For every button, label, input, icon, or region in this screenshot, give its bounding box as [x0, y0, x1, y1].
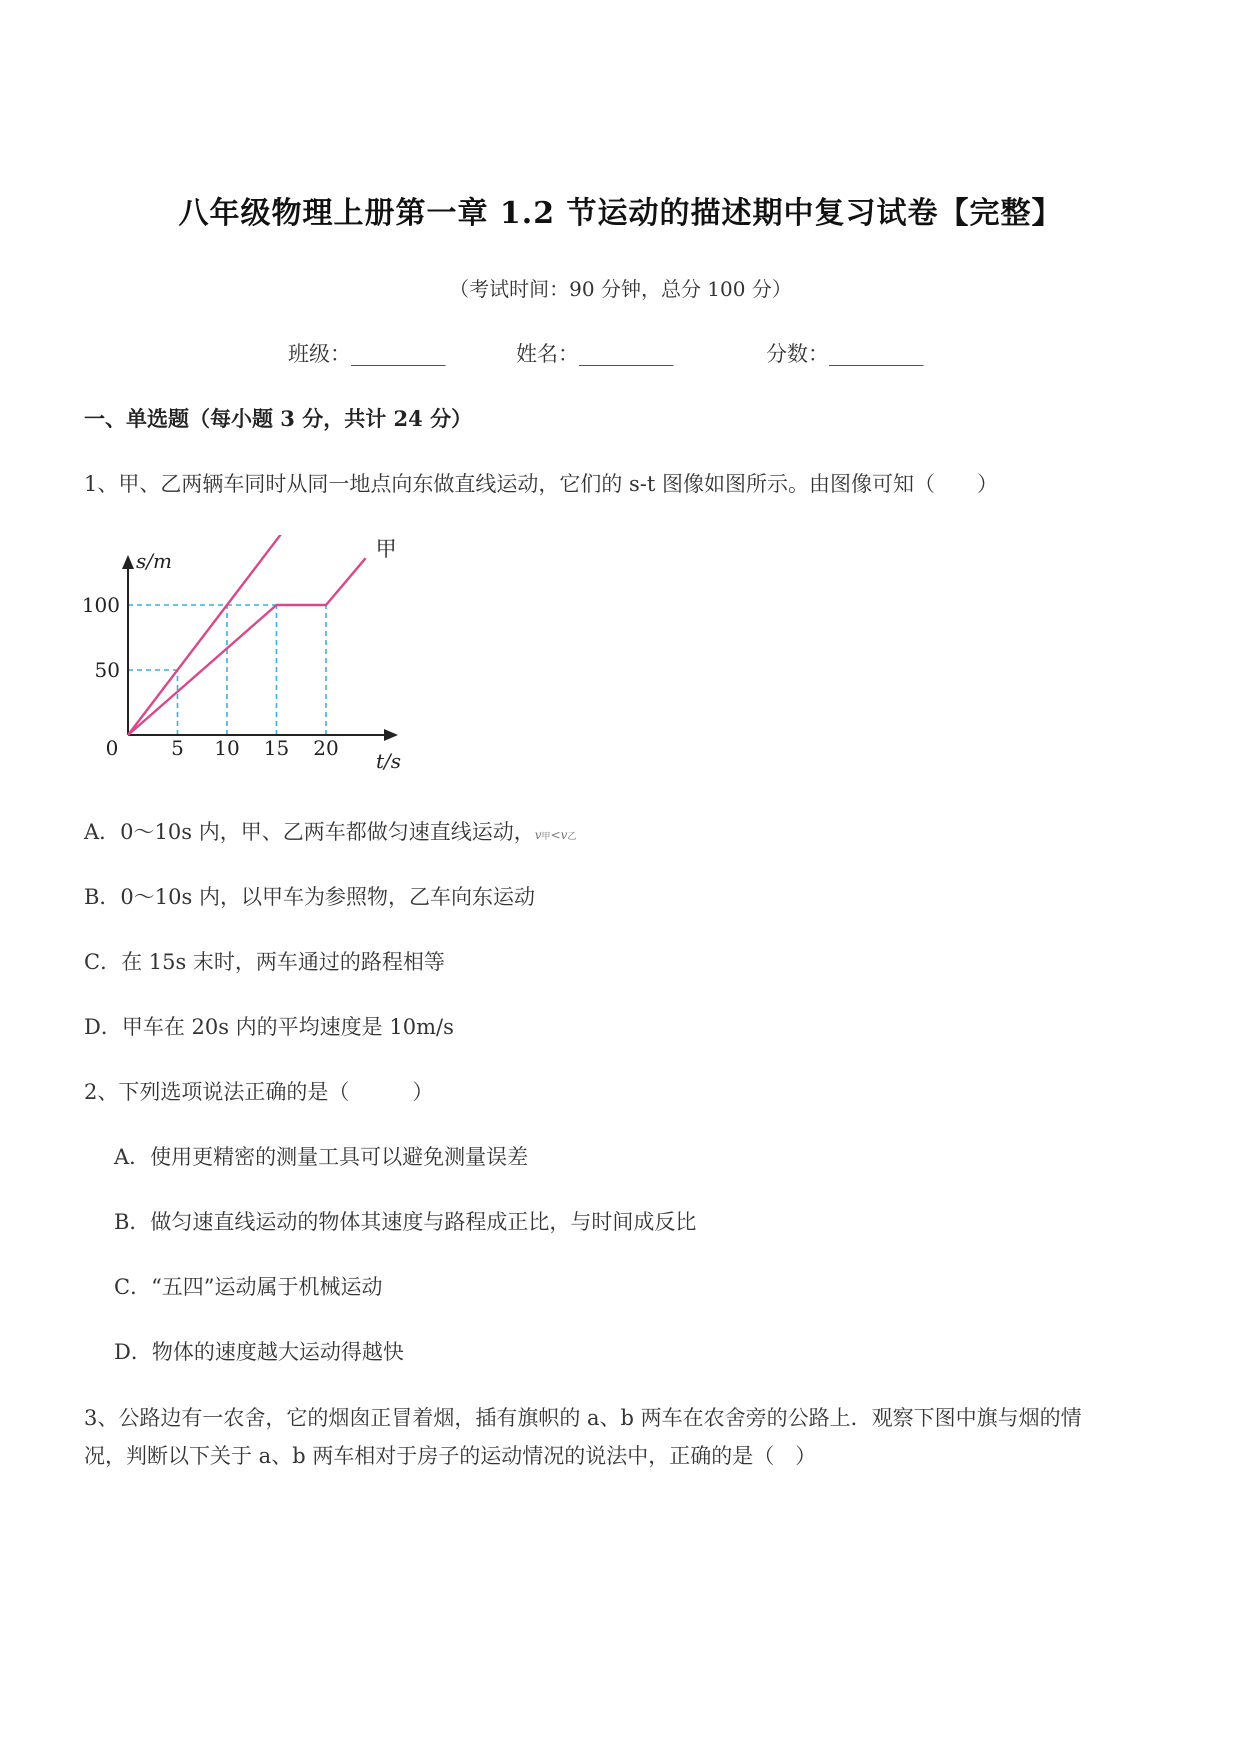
section-heading: 一、单选题（每小题 3 分，共计 24 分） — [84, 406, 473, 431]
q1-option-b[interactable]: B．0～10s 内，以甲车为参照物，乙车向东运动 — [84, 885, 535, 909]
q1-option-d[interactable]: D．甲车在 20s 内的平均速度是 10m/s — [84, 1015, 454, 1039]
question-1-stem: 1、甲、乙两辆车同时从同一地点向东做直线运动，它们的 s-t 图像如图所示。由图像可知（ ） — [84, 472, 999, 496]
name-field: 姓名：_________ — [516, 342, 674, 366]
x-axis-arrow — [384, 729, 398, 741]
x-tick-label: 20 — [313, 736, 339, 760]
x-tick-label: 15 — [263, 736, 290, 760]
page-title: 八年级物理上册第一章 1.2 节运动的描述期中复习试卷【完整】 — [178, 196, 1063, 231]
chart-guides — [128, 605, 326, 735]
q2-option-c[interactable]: C．“五四”运动属于机械运动 — [114, 1275, 383, 1299]
q1-option-a-formula: v甲<v乙 — [534, 828, 577, 842]
x-axis-label: t/s — [376, 749, 402, 773]
chart-axes — [122, 555, 398, 741]
class-field: 班级：_________ — [288, 342, 446, 366]
q2-option-b[interactable]: B．做匀速直线运动的物体其速度与路程成正比，与时间成反比 — [114, 1210, 697, 1234]
x-tick-label: 5 — [171, 736, 184, 760]
question-3-stem-line2: 况，判断以下关于 a、b 两车相对于房子的运动情况的说法中，正确的是（ ） — [84, 1444, 817, 1468]
q1-option-c[interactable]: C．在 15s 末时，两车通过的路程相等 — [84, 950, 445, 974]
y-axis-arrow — [122, 555, 134, 569]
y-tick-label: 100 — [81, 593, 120, 617]
x-tick-label: 10 — [214, 736, 240, 760]
q1-option-a[interactable] — [84, 816, 576, 846]
q2-option-a[interactable]: A．使用更精密的测量工具可以避免测量误差 — [114, 1145, 529, 1169]
x-tick-label: 0 — [105, 736, 119, 760]
y-tick-label: 50 — [94, 658, 120, 682]
st-chart — [70, 535, 420, 775]
chart-labels — [82, 535, 401, 773]
exam-info: （考试时间：90 分钟，总分 100 分） — [449, 277, 792, 301]
series-line — [128, 558, 366, 735]
score-field: 分数：_________ — [766, 342, 924, 366]
series-label: 甲 — [375, 537, 397, 562]
question-2-stem: 2、下列选项说法正确的是（ ） — [84, 1080, 434, 1104]
question-3-stem-line1: 3、公路边有一农舍，它的烟囱正冒着烟，插有旗帜的 a、b 两车在农舍旁的公路上．观察下图中旗与烟的情 — [84, 1406, 1082, 1430]
y-axis-label: s/m — [136, 549, 172, 573]
q2-option-d[interactable]: D．物体的速度越大运动得越快 — [114, 1340, 404, 1364]
q1-option-a-text: A．0～10s 内，甲、乙两车都做匀速直线运动， — [84, 820, 535, 844]
